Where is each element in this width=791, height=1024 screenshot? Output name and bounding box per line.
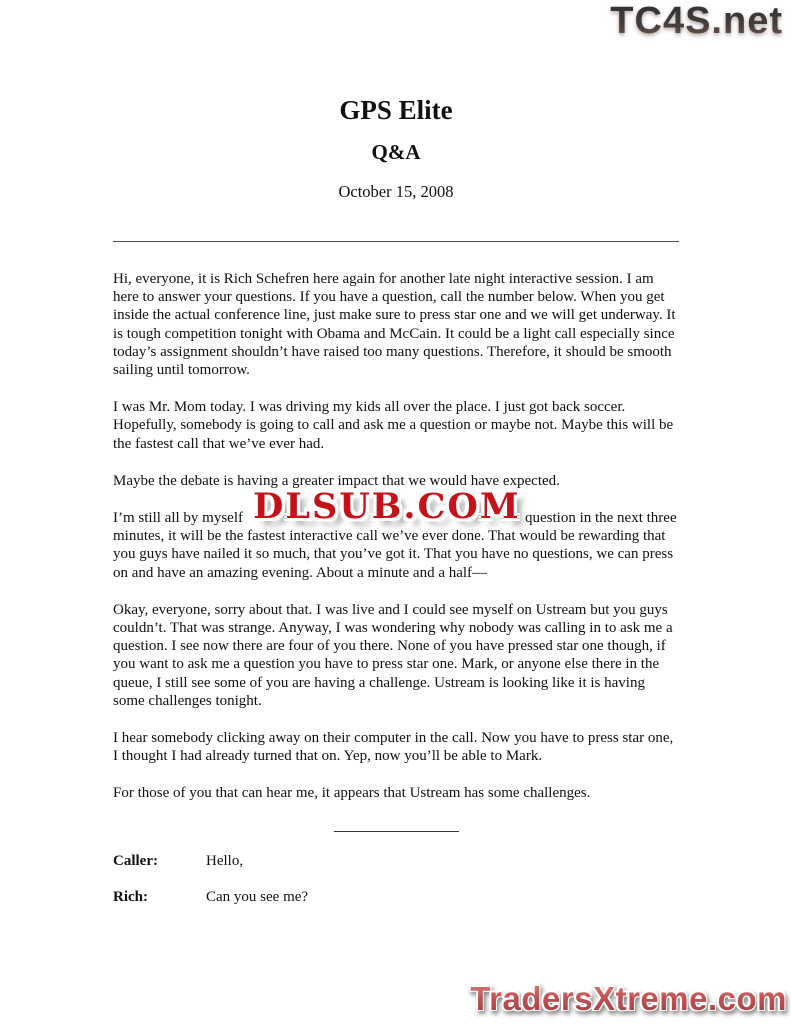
document-date: October 15, 2008	[338, 182, 454, 201]
tradersxtreme-logo: TradersXtreme.com	[470, 980, 787, 1017]
paragraph: I hear somebody clicking away on their computer in the call. Now you have to press star one, I thought I had already turned that on. Yep, now you’ll be able to Mark.	[113, 730, 674, 765]
speaker-text: Hello,	[206, 852, 244, 869]
paragraph: Hi, everyone, it is Rich Schefren here again for another late night interactive session. I am here to answer your questions. If you have a question, call the number below. When you get inside the actual conference line, just make sure to press star one and we will get underway. It is tough competition tonight with Obama and McCain. It could be a light call especially since today’s assignment shouldn’t have raised too many questions. Therefore, it should be smooth sailing until tomorrow.	[113, 271, 676, 379]
paragraph: I was Mr. Mom today. I was driving my kids all over the place. I just got back soccer. Hopefully, somebody is going to call and ask me a question or maybe not. Maybe this will be the fastest call that we’ve ever had.	[113, 399, 674, 452]
dlsub-watermark: DLSUB.COM	[253, 486, 521, 528]
speaker-text: Can you see me?	[206, 888, 309, 905]
tc4s-logo: TC4S.net	[610, 0, 783, 42]
dialogue-row	[113, 853, 679, 870]
paragraph: Maybe the debate is having a greater impact that we would have expected.	[113, 472, 560, 489]
paragraph-fragment-after: question in the next three minutes, it will be the fastest interactive call we’ve ever done. That would be rewarding that you guys have nailed it so much, that you’ve got it. That you have no questions, we can press on and have an amazing evening. About a minute and a half—	[113, 510, 677, 581]
dialogue-row	[113, 889, 679, 906]
transcript-body	[113, 270, 679, 803]
speaker-label: Caller:	[113, 852, 158, 869]
speaker-label: Rich:	[113, 888, 148, 905]
document-subtitle: Q&A	[371, 140, 421, 164]
section-divider	[334, 831, 459, 832]
dialogue-section	[113, 853, 679, 906]
page-content	[113, 0, 679, 906]
paragraph-with-watermark	[113, 486, 679, 582]
paragraph: Okay, everyone, sorry about that. I was live and I could see myself on Ustream but you guys couldn’t. That was strange. Anyway, I was wondering why nobody was calling in to ask me a question. I see now there are four of you there. None of you have pressed star one though, if you want to ask me a question you have to press star one. Mark, or anyone else there in the queue, I still see some of you are having a challenge. Ustream is looking like it is having some challenges tonight.	[113, 601, 673, 709]
paragraph: For those of you that can hear me, it appears that Ustream has some challenges.	[113, 785, 591, 802]
header-rule	[113, 241, 679, 242]
document-title: GPS Elite	[339, 95, 453, 125]
paragraph-fragment-before: I’m still all by myself	[113, 510, 243, 527]
